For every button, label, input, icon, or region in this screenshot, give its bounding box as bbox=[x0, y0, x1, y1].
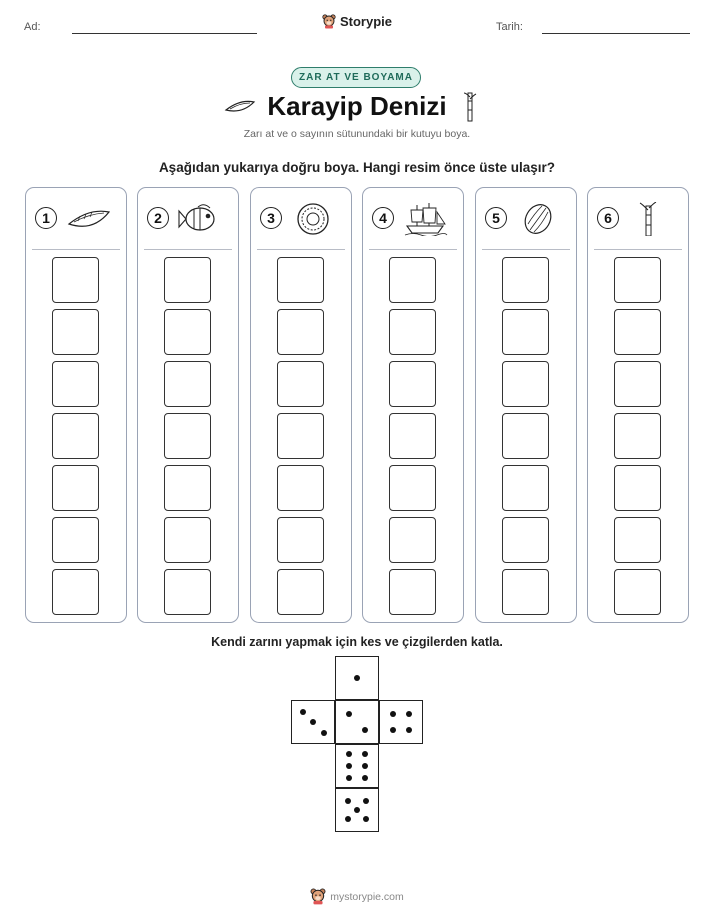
die-face-4 bbox=[379, 700, 423, 744]
bear-mascot-icon bbox=[322, 14, 336, 29]
die-face-3 bbox=[291, 700, 335, 744]
column-number: 6 bbox=[597, 207, 619, 229]
color-box[interactable] bbox=[164, 517, 211, 563]
die-pip bbox=[406, 727, 412, 733]
color-box[interactable] bbox=[164, 361, 211, 407]
sugarcane-icon bbox=[462, 91, 478, 123]
column-divider bbox=[32, 249, 120, 250]
die-pip bbox=[363, 798, 369, 804]
date-label: Tarih: bbox=[496, 21, 523, 33]
die-face-6 bbox=[335, 744, 379, 788]
column-6 bbox=[587, 187, 689, 623]
instruction: Aşağıdan yukarıya doğru boya. Hangi resim önce üste ulaşır? bbox=[158, 160, 556, 175]
footer bbox=[0, 888, 714, 905]
column-2 bbox=[137, 187, 239, 623]
color-box[interactable] bbox=[164, 465, 211, 511]
color-box[interactable] bbox=[389, 361, 436, 407]
color-box[interactable] bbox=[277, 517, 324, 563]
column-number: 4 bbox=[372, 207, 394, 229]
color-box[interactable] bbox=[614, 569, 661, 615]
color-box[interactable] bbox=[389, 517, 436, 563]
tropical-fish-icon bbox=[178, 202, 224, 236]
color-box[interactable] bbox=[389, 413, 436, 459]
column-header bbox=[363, 188, 463, 250]
color-box[interactable] bbox=[52, 309, 99, 355]
die-pip bbox=[346, 711, 352, 717]
color-box[interactable] bbox=[389, 465, 436, 511]
column-divider bbox=[482, 249, 570, 250]
die-pip bbox=[346, 775, 352, 781]
bear-mascot-icon bbox=[310, 888, 326, 905]
column-3 bbox=[250, 187, 352, 623]
color-box[interactable] bbox=[502, 413, 549, 459]
column-divider bbox=[369, 249, 457, 250]
canoe-icon bbox=[66, 202, 112, 236]
die-pip bbox=[362, 751, 368, 757]
column-header bbox=[588, 188, 688, 250]
color-box[interactable] bbox=[614, 413, 661, 459]
die-pip bbox=[390, 727, 396, 733]
column-divider bbox=[144, 249, 232, 250]
column-4 bbox=[362, 187, 464, 623]
color-box[interactable] bbox=[164, 309, 211, 355]
column-divider bbox=[594, 249, 682, 250]
die-pip bbox=[354, 807, 360, 813]
column-header bbox=[251, 188, 351, 250]
color-box[interactable] bbox=[52, 517, 99, 563]
color-box[interactable] bbox=[614, 257, 661, 303]
die-pip bbox=[354, 675, 360, 681]
color-box[interactable] bbox=[164, 257, 211, 303]
column-1 bbox=[25, 187, 127, 623]
color-box[interactable] bbox=[614, 465, 661, 511]
name-label: Ad: bbox=[24, 21, 41, 33]
color-box[interactable] bbox=[614, 309, 661, 355]
die-pip bbox=[346, 751, 352, 757]
color-box[interactable] bbox=[389, 309, 436, 355]
color-box[interactable] bbox=[502, 569, 549, 615]
activity-badge: ZAR AT VE BOYAMA bbox=[291, 67, 421, 88]
column-header bbox=[476, 188, 576, 250]
page-title: Karayip Denizi bbox=[267, 91, 447, 121]
die-pip bbox=[346, 763, 352, 769]
column-number: 5 bbox=[485, 207, 507, 229]
name-line bbox=[72, 33, 257, 34]
color-box[interactable] bbox=[277, 257, 324, 303]
color-box[interactable] bbox=[52, 413, 99, 459]
color-box[interactable] bbox=[502, 465, 549, 511]
die-face-1 bbox=[335, 656, 379, 700]
die-pip bbox=[362, 727, 368, 733]
subtitle: Zarı at ve o sayının sütunundaki bir kutuyu boya. bbox=[243, 128, 471, 140]
coin-icon bbox=[291, 202, 337, 236]
color-box[interactable] bbox=[52, 257, 99, 303]
die-pip bbox=[406, 711, 412, 717]
sugarcane-icon bbox=[628, 202, 674, 236]
cut-instruction: Kendi zarını yapmak için kes ve çizgilerden katla. bbox=[211, 635, 503, 649]
die-pip bbox=[362, 775, 368, 781]
die-pip bbox=[362, 763, 368, 769]
die-pip bbox=[345, 798, 351, 804]
column-header bbox=[138, 188, 238, 250]
brand-name: Storypie bbox=[339, 14, 392, 29]
date-line bbox=[542, 33, 690, 34]
die-pip bbox=[300, 709, 306, 715]
color-box[interactable] bbox=[502, 517, 549, 563]
color-box[interactable] bbox=[277, 309, 324, 355]
color-box[interactable] bbox=[164, 569, 211, 615]
color-box[interactable] bbox=[52, 569, 99, 615]
color-box[interactable] bbox=[502, 309, 549, 355]
die-pip bbox=[390, 711, 396, 717]
die-pip bbox=[363, 816, 369, 822]
color-box[interactable] bbox=[52, 465, 99, 511]
color-box[interactable] bbox=[52, 361, 99, 407]
color-box[interactable] bbox=[164, 413, 211, 459]
column-header bbox=[26, 188, 126, 250]
cocoa-pod-icon bbox=[516, 202, 562, 236]
column-number: 3 bbox=[260, 207, 282, 229]
column-number: 1 bbox=[35, 207, 57, 229]
color-box[interactable] bbox=[277, 569, 324, 615]
color-box[interactable] bbox=[277, 413, 324, 459]
color-box[interactable] bbox=[502, 361, 549, 407]
color-box[interactable] bbox=[502, 257, 549, 303]
color-box[interactable] bbox=[277, 361, 324, 407]
die-face-5 bbox=[335, 788, 379, 832]
color-box[interactable] bbox=[389, 569, 436, 615]
color-box[interactable] bbox=[389, 257, 436, 303]
die-pip bbox=[321, 730, 327, 736]
column-5 bbox=[475, 187, 577, 623]
column-divider bbox=[257, 249, 345, 250]
color-box[interactable] bbox=[277, 465, 324, 511]
color-box[interactable] bbox=[614, 517, 661, 563]
footer-url: mystorypie.com bbox=[330, 890, 404, 903]
die-pip bbox=[310, 719, 316, 725]
column-number: 2 bbox=[147, 207, 169, 229]
pirate-ship-icon bbox=[403, 202, 449, 236]
color-box[interactable] bbox=[614, 361, 661, 407]
die-pip bbox=[345, 816, 351, 822]
brand-logo bbox=[0, 14, 714, 29]
die-face-2 bbox=[335, 700, 379, 744]
